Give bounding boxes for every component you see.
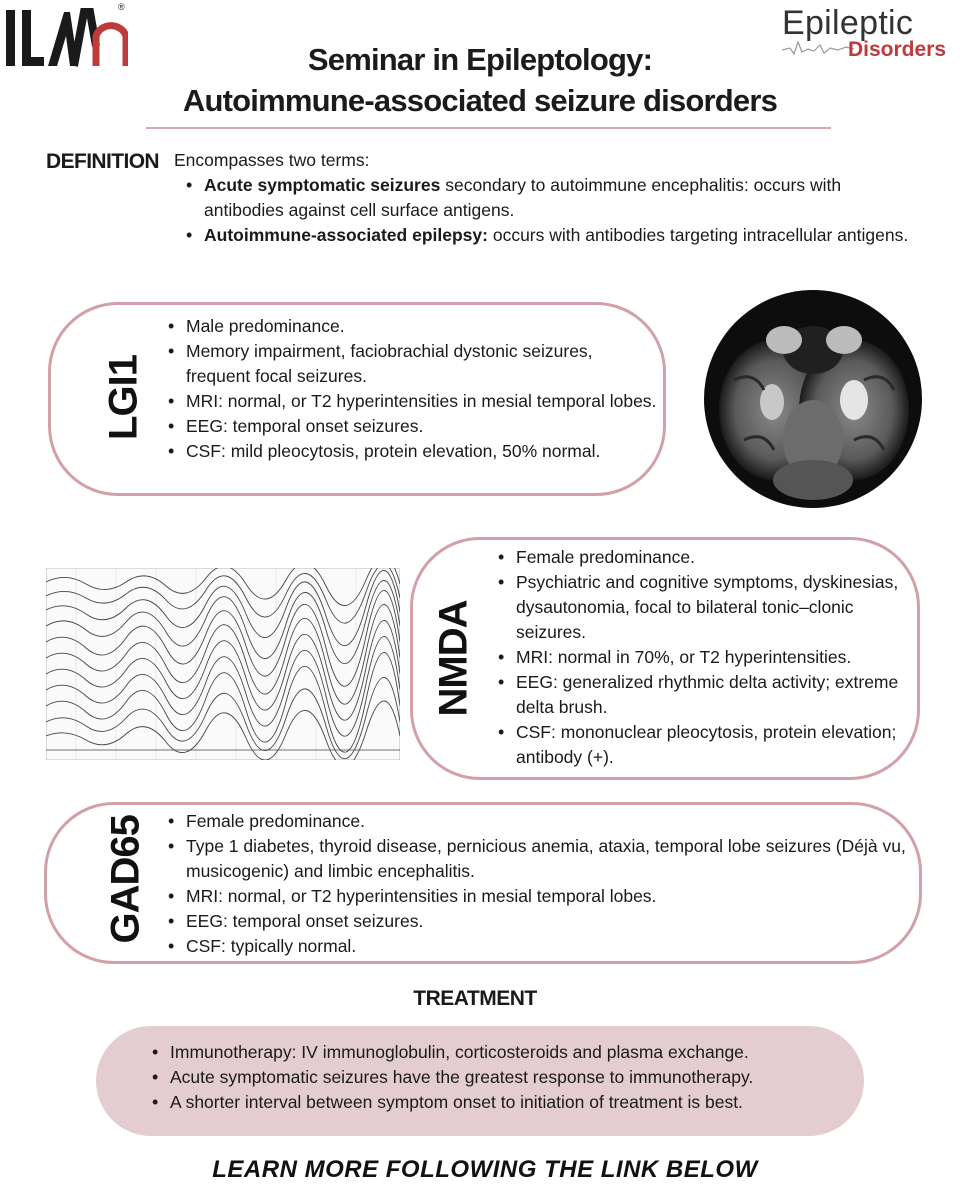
definition-list [186, 173, 916, 248]
list-item: • MRI: normal, or T2 hyperintensities in mesial temporal lobes. [168, 884, 908, 909]
definition-item [186, 223, 916, 248]
journal-logo-bottom: Disorders [848, 38, 947, 61]
definition-heading: DEFINITION [46, 150, 159, 173]
list-item: • Female predominance. [168, 809, 908, 834]
list-item: • EEG: temporal onset seizures. [168, 909, 908, 934]
list-item: • EEG: generalized rhythmic delta activity; extreme delta brush. [498, 670, 908, 720]
treatment-heading: TREATMENT [413, 987, 537, 1010]
journal-logo-top: Epileptic [782, 4, 914, 42]
definition-intro: Encompasses two terms: [174, 150, 370, 170]
page-title-line-2: Autoimmune-associated seizure disorders [182, 83, 778, 118]
list-item: • Memory impairment, faciobrachial dystonic seizures, frequent focal seizures. [168, 339, 658, 389]
lgi1-list [168, 314, 658, 464]
list-item: • EEG: temporal onset seizures. [168, 414, 658, 439]
nmda-list [498, 545, 908, 770]
definition-item [186, 173, 916, 223]
list-item: • Immunotherapy: IV immunoglobulin, corticosteroids and plasma exchange. [152, 1040, 852, 1065]
mri-brain-image [704, 290, 922, 508]
list-item: • Male predominance. [168, 314, 658, 339]
list-item: • Psychiatric and cognitive symptoms, dyskinesias, dysautonomia, focal to bilateral tonic–clonic seizures. [498, 570, 908, 645]
lgi1-label: LGI1 [101, 355, 146, 440]
list-item: • A shorter interval between symptom onset to initiation of treatment is best. [152, 1090, 852, 1115]
list-item: • Type 1 diabetes, thyroid disease, pernicious anemia, ataxia, temporal lobe seizures (Déjà vu, musicogenic) and limbic encephalitis. [168, 834, 908, 884]
list-item: • Acute symptomatic seizures have the greatest response to immunotherapy. [152, 1065, 852, 1090]
learn-more-footer: LEARN MORE FOLLOWING THE LINK BELOW [212, 1156, 758, 1183]
eeg-trace-image [46, 568, 400, 760]
page-title-line-1: Seminar in Epileptology: [307, 42, 653, 77]
list-item: • MRI: normal, or T2 hyperintensities in mesial temporal lobes. [168, 389, 658, 414]
gad65-list [168, 809, 908, 959]
definition-text: occurs with antibodies targeting intracellular antigens. [487, 225, 909, 245]
treatment-list [152, 1040, 852, 1115]
definition-term: Autoimmune-associated epilepsy: [204, 225, 488, 245]
list-item: • CSF: mild pleocytosis, protein elevation, 50% normal. [168, 439, 658, 464]
definition-term: Acute symptomatic seizures [204, 175, 441, 195]
title-divider [146, 127, 831, 129]
list-item: • MRI: normal in 70%, or T2 hyperintensities. [498, 645, 908, 670]
list-item: • CSF: typically normal. [168, 934, 908, 959]
list-item: • Female predominance. [498, 545, 908, 570]
nmda-label: NMDA [431, 600, 476, 717]
list-item: • CSF: mononuclear pleocytosis, protein elevation; antibody (+). [498, 720, 908, 770]
definition-text: secondary to autoimmune encephalitis: occurs with antibodies against cell surface antigens. [204, 175, 842, 220]
gad65-label: GAD65 [103, 815, 148, 944]
registered-mark: ® [118, 2, 125, 12]
